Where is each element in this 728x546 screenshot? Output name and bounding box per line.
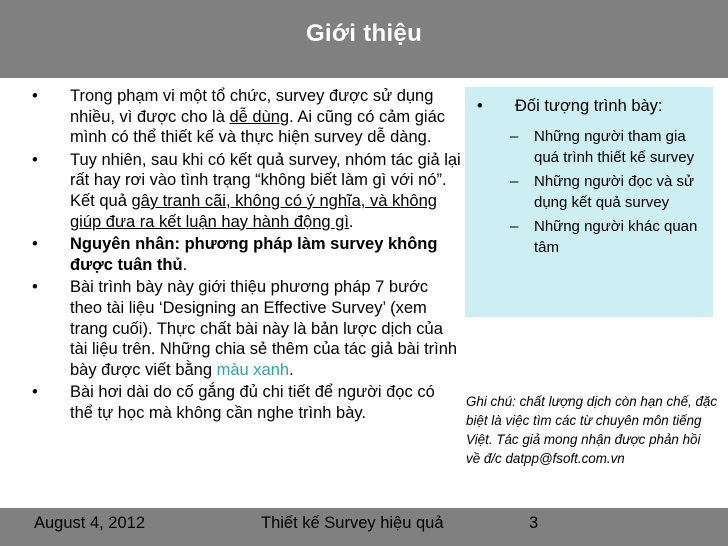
bullet-text: Bài hơi dài do cố gắng đủ chi tiết để người đọc có thể tự học mà không cần nghe trình bày.: [70, 383, 435, 422]
slide-title: Giới thiệu: [305, 20, 423, 47]
bullet-dot-icon: •: [32, 278, 38, 297]
bullet-dot-icon: •: [32, 87, 38, 105]
bold-text: Nguyên nhân: phương pháp làm survey không được tuân thủ: [70, 235, 438, 274]
audience-list: [510, 127, 708, 262]
bullet-item: [32, 86, 462, 148]
bullet-dot-icon: •: [477, 97, 483, 115]
bullet-text: .: [182, 255, 188, 274]
translator-note: Ghi chú: chất lượng dịch còn hạn chế, đặc biệt là việc tìm các từ chuyên môn tiếng Việt. Tác giả mong nhận được phản hồi về đ/c datpp@fsoft.com.vn: [466, 394, 718, 466]
underlined-text: gây tranh cãi, không có ý nghĩa, và không giúp đưa ra kết luận hay hành động gì: [70, 191, 437, 231]
footer-date: August 4, 2012: [34, 514, 146, 532]
bullet-text: Trong phạm vi một tổ chức, survey được sử dụng nhiều, vì được cho là: [70, 87, 434, 126]
bullet-dot-icon: •: [32, 235, 38, 254]
audience-item: [510, 172, 708, 213]
bullet-text: . Ai cũng có cảm giác mình có thể thiết kế và thực hiện survey dễ dàng.: [70, 107, 446, 147]
dash-icon: –: [510, 173, 519, 190]
bullet-dot-icon: •: [32, 150, 38, 169]
green-text: màu xanh: [216, 360, 290, 379]
dash-icon: –: [510, 128, 519, 145]
audience-item-text: Những người đọc và sử dụng kết quả survey: [534, 173, 695, 211]
page-number: 3: [529, 514, 539, 532]
audience-item: [510, 127, 708, 168]
bullet-text: Tuy nhiên, sau khi có kết quả survey, nhóm tác giả lại rất hay rơi vào tình trạng “không biết làm gì với nó”. Kết quả: [70, 150, 461, 210]
bullet-text: Bài trình bày này giới thiệu phương pháp 7 bước theo tài liệu ‘Designing an Effective Survey’ (xem trang cuối). Thực chất bài này là bản lược dịch của tài liệu trên. Những chia sẻ thêm của tác giả bài trình bày được viết bằng: [70, 278, 458, 379]
audience-box: [465, 87, 713, 317]
audience-item-text: Những người khác quan tâm: [534, 218, 698, 256]
audience-item-text: Những người tham gia quá trình thiết kế survey: [534, 128, 695, 166]
bullet-text: .: [289, 360, 294, 379]
bullet-item: [32, 382, 462, 423]
underlined-text: dễ dùng: [229, 107, 290, 126]
bullet-item: [32, 277, 462, 380]
footer-title: Thiết kế Survey hiệu quả: [261, 514, 444, 532]
bullet-item: [32, 150, 462, 232]
bullet-dot-icon: •: [32, 383, 38, 402]
bullet-text: .: [348, 212, 354, 231]
audience-heading-text: Đối tượng trình bày:: [515, 97, 663, 115]
audience-item: [510, 217, 708, 258]
bullet-item: [32, 234, 462, 275]
dash-icon: –: [510, 218, 519, 235]
main-bullet-list: [32, 86, 462, 426]
